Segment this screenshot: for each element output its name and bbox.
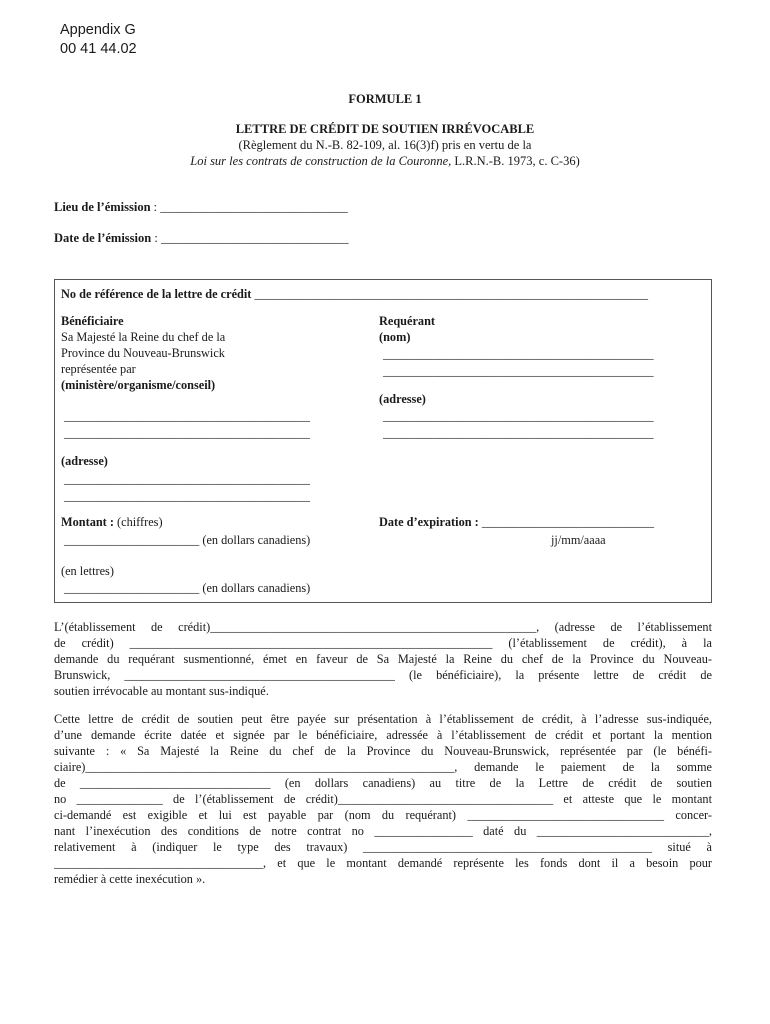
paragraph-line: ci-demandé est exigible et lui est payable par (nom du requérant) ________________________________ concer- [54,808,712,822]
document-code: 00 41 44.02 [60,41,137,57]
date-of-issue-field[interactable]: ______________________________ [160,231,349,245]
paragraph-line: L’(établissement de crédit)_____________________________________________________, (adresse de l’établissement [54,620,712,634]
beneficiary-address-field-2[interactable]: ________________________________________ [64,489,310,503]
reference-number-field[interactable]: ________________________________________________________________ [254,287,648,301]
ministry-field-2[interactable]: ________________________________________ [64,426,310,440]
amount-words-label: (en lettres) [61,564,114,578]
date-of-issue-row [54,231,348,246]
beneficiary-line: représentée par [61,362,136,376]
colon: : [151,231,158,245]
paragraph-line: __________________________________, et que le montant demandé représente les fonds dont il a besoin pour [54,856,712,870]
expiry-date-field[interactable]: ____________________________ [481,515,654,529]
paragraph-line: relativement à (indiquer le type des travaux) _______________________________________________ situé à [54,840,712,854]
beneficiary-line: Province du Nouveau-Brunswick [61,346,225,360]
regulation-reference: (Règlement du N.-B. 82-109, al. 16(3)f) pris en vertu de la [238,138,532,152]
colon: : [150,200,158,214]
law-title: Loi sur les contrats de construction de la Couronne, [190,154,452,168]
reference-number-label: No de référence de la lettre de crédit [61,287,252,301]
paragraph-line: ciaire)____________________________________________________________, demande le paiement de la somme [54,760,712,774]
applicant-heading: Requérant [379,314,436,328]
appendix-label: Appendix G [60,22,136,38]
applicant-address-label: (adresse) [379,392,426,406]
date-format-hint: jj/mm/aaaa [551,533,606,547]
applicant-name-field-1[interactable]: ____________________________________________ [383,347,654,361]
paragraph-line: de _______________________________ (en dollars canadiens) au titre de la Lettre de crédit de soutien [54,776,712,790]
place-of-issue-row [54,200,348,215]
currency-label: (en dollars canadiens) [202,533,311,547]
amount-row [61,514,163,530]
applicant-name-field-2[interactable]: ____________________________________________ [383,364,654,378]
form-number: FORMULE 1 [348,92,422,106]
amount-label: Montant : [61,515,114,529]
place-of-issue-field[interactable]: ______________________________ [160,200,348,214]
applicant-address-field-1[interactable]: ____________________________________________ [383,409,654,423]
applicant-address-field-2[interactable]: ____________________________________________ [383,426,654,440]
expiry-label: Date d’expiration : [379,515,479,529]
expiry-row [379,514,654,530]
beneficiary-address-label: (adresse) [61,454,108,468]
applicant-name-label: (nom) [379,330,411,344]
paragraph-line: soutien irrévocable au montant sus-indiqué. [54,684,269,698]
amount-digits-row [64,532,310,548]
paragraph-line: remédier à cette inexécution ». [54,872,206,886]
issuance-paragraph [54,619,712,699]
paragraph-line: Brunswick, ____________________________________________ (le bénéficiaire), la présente lettre de crédit de [54,668,712,682]
law-reference [0,154,770,169]
appendix-header [60,21,137,59]
place-of-issue-label: Lieu de l’émission [54,200,151,214]
beneficiary-line: Sa Majesté la Reine du chef de la [61,330,226,344]
paragraph-line: no ______________ de l’(établissement de crédit)___________________________________ et atteste que le montant [54,792,712,806]
paragraph-line: Cette lettre de crédit de soutien peut être payée sur présentation à l’établissement de crédit, à l’adresse sus-indiquée, [54,712,712,726]
amount-words-field[interactable]: ______________________ [64,581,200,595]
beneficiary-heading: Bénéficiaire [61,314,124,328]
paragraph-line: demande du requérant susmentionné, émet en faveur de Sa Majesté la Reine du chef de la Province du Nouveau- [54,652,712,666]
amount-words-row [64,580,310,596]
amount-digits-field[interactable]: ______________________ [64,533,200,547]
currency-label: (en dollars canadiens) [202,581,311,595]
amount-digits-label: (chiffres) [113,515,163,529]
form-title: LETTRE DE CRÉDIT DE SOUTIEN IRRÉVOCABLE [235,122,535,136]
paragraph-line: nant l’inexécution des conditions de notre contrat no ________________ daté du ____________________________, [54,824,712,838]
law-citation: L.R.N.-B. 1973, c. C-36) [451,154,580,168]
ministry-field-1[interactable]: ________________________________________ [64,409,310,423]
paragraph-line: de crédit) ___________________________________________________________ (l’établissement de crédit), à la [54,636,712,650]
date-of-issue-label: Date de l’émission [54,231,152,245]
ministry-label: (ministère/organisme/conseil) [61,378,216,392]
beneficiary-address-field-1[interactable]: ________________________________________ [64,472,310,486]
payment-conditions-paragraph [54,711,712,887]
paragraph-line: d’une demande écrite datée et signée par le bénéficiaire, adressée à l’établissement de crédit et portant la mention [54,728,712,742]
paragraph-line: suivante : « Sa Majesté la Reine du chef de la Province du Nouveau-Brunswick, représentée par (le bénéfi- [54,744,712,758]
reference-number-row [61,286,648,302]
